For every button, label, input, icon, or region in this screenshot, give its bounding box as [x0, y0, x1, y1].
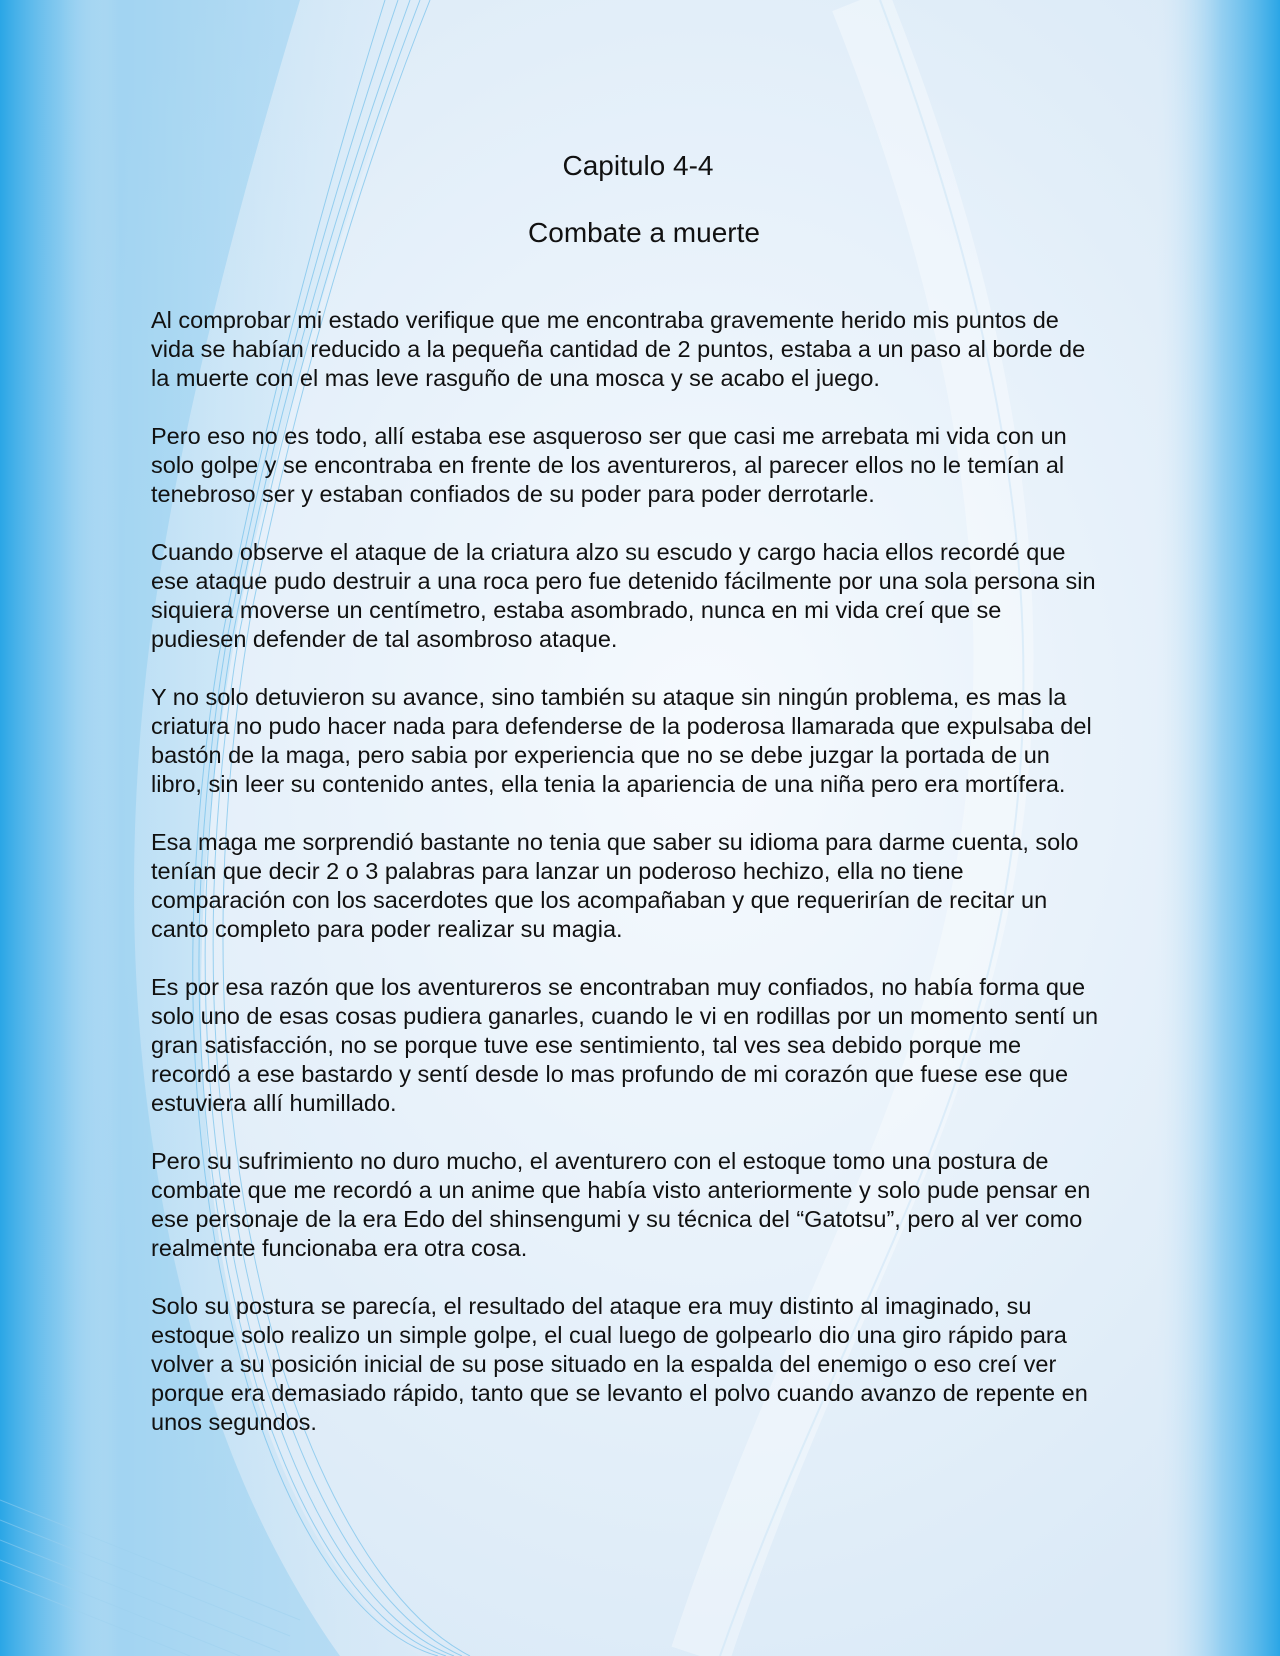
paragraph: Pero su sufrimiento no duro mucho, el aventurero con el estoque tomo una postura de combate que me recordó a un anime que había visto anteriormente y solo pude pensar en ese personaje de la era Edo del shinsengumi y su técnica del “Gatotsu”, pero al ver como realmente funcionaba era otra cosa.: [151, 1148, 1091, 1261]
body-text: [151, 306, 1101, 1466]
chapter-heading: Capitulo 4-4: [562, 150, 714, 181]
paragraph: Al comprobar mi estado verifique que me encontraba gravemente herido mis puntos de vida se habían reducido a la pequeña cantidad de 2 puntos, estaba a un paso al borde de la muerte con el mas leve rasguño de una mosca y se acabo el juego.: [151, 307, 1086, 391]
paragraph: Solo su postura se parecía, el resultado del ataque era muy distinto al imaginado, su estoque solo realizo un simple golpe, el cual luego de golpearlo dio una giro rápido para volver a su posición inicial de su pose situado en la espalda del enemigo o eso creí ver porque era demasiado rápido, tanto que se levanto el polvo cuando avanzo de repente en unos segundos.: [151, 1293, 1088, 1435]
paragraph: Pero eso no es todo, allí estaba ese asqueroso ser que casi me arrebata mi vida con un solo golpe y se encontraba en frente de los aventureros, al parecer ellos no le temían al tenebroso ser y estaban confiados de su poder para poder derrotarle.: [151, 423, 1067, 507]
paragraph: Esa maga me sorprendió bastante no tenia que saber su idioma para darme cuenta, solo tenían que decir 2 o 3 palabras para lanzar un poderoso hechizo, ella no tiene comparación con los sacerdotes que los acompañaban y que requerirían de recitar un canto completo para poder realizar su magia.: [151, 829, 1079, 942]
paragraph: Y no solo detuvieron su avance, sino también su ataque sin ningún problema, es mas la criatura no pudo hacer nada para defenderse de la poderosa llamarada que expulsaba del bastón de la maga, pero sabia por experiencia que no se debe juzgar la portada de un libro, sin leer su contenido antes, ella tenia la apariencia de una niña pero era mortífera.: [151, 684, 1092, 797]
chapter-subtitle: Combate a muerte: [528, 217, 760, 248]
paragraph: Es por esa razón que los aventureros se encontraban muy confiados, no había forma que solo uno de esas cosas pudiera ganarles, cuando le vi en rodillas por un momento sentí un gran satisfacción, no se porque tuve ese sentimiento, tal ves sea debido porque me recordó a ese bastardo y sentí desde lo mas profundo de mi corazón que fuese ese que estuviera allí humillado.: [151, 974, 1099, 1116]
paragraph: Cuando observe el ataque de la criatura alzo su escudo y cargo hacia ellos recordé que ese ataque pudo destruir a una roca pero fue detenido fácilmente por una sola persona sin siquiera moverse un centímetro, estaba asombrado, nunca en mi vida creí que se pudiesen defender de tal asombroso ataque.: [151, 539, 1096, 652]
